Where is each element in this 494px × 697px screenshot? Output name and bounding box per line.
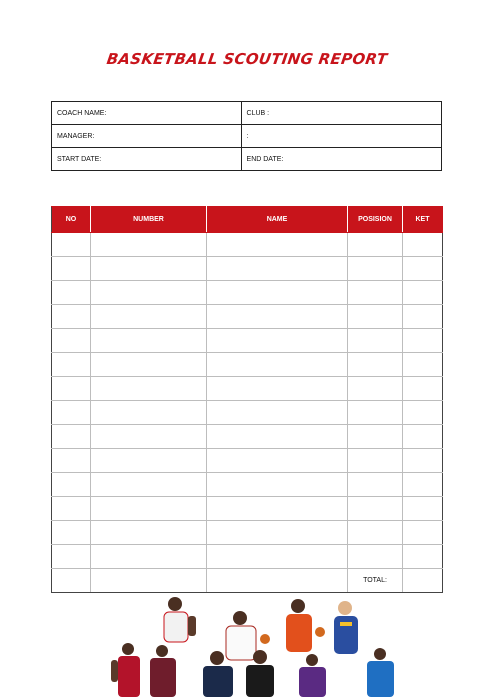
player-figure: [150, 645, 176, 697]
cell-posision[interactable]: [348, 401, 403, 425]
cell-number[interactable]: [91, 497, 207, 521]
cell-posision[interactable]: [348, 473, 403, 497]
report-title: BASKETBALL SCOUTING REPORT: [105, 50, 389, 68]
cell-no[interactable]: [52, 377, 91, 401]
cell-posision[interactable]: [348, 425, 403, 449]
player-figure: [299, 654, 326, 697]
table-row: [52, 545, 443, 569]
cell-ket[interactable]: [403, 449, 443, 473]
cell-posision[interactable]: [348, 305, 403, 329]
table-row: [52, 233, 443, 257]
table-row: [52, 377, 443, 401]
cell-ket[interactable]: [403, 545, 443, 569]
cell-name[interactable]: [207, 233, 348, 257]
cell-number[interactable]: [91, 569, 207, 593]
cell-posision[interactable]: [348, 545, 403, 569]
club-field[interactable]: CLUB :: [241, 102, 441, 125]
cell-name[interactable]: [207, 305, 348, 329]
cell-ket[interactable]: [403, 257, 443, 281]
cell-posision[interactable]: [348, 449, 403, 473]
cell-no[interactable]: [52, 425, 91, 449]
header-number: NUMBER: [91, 207, 207, 233]
cell-ket[interactable]: [403, 329, 443, 353]
header-name: NAME: [207, 207, 348, 233]
cell-number[interactable]: [91, 449, 207, 473]
player-figure: [111, 643, 140, 697]
cell-ket[interactable]: [403, 281, 443, 305]
cell-name[interactable]: [207, 377, 348, 401]
table-row: [52, 449, 443, 473]
roster-body: [52, 233, 443, 593]
cell-ket[interactable]: [403, 425, 443, 449]
cell-no[interactable]: [52, 545, 91, 569]
start-date-field[interactable]: START DATE:: [52, 148, 242, 171]
cell-number[interactable]: [91, 257, 207, 281]
cell-name[interactable]: [207, 401, 348, 425]
cell-posision[interactable]: [348, 257, 403, 281]
cell-number[interactable]: [91, 329, 207, 353]
cell-posision[interactable]: [348, 233, 403, 257]
cell-name[interactable]: [207, 569, 348, 593]
header-ket: KET: [403, 207, 443, 233]
table-row: [52, 497, 443, 521]
cell-number[interactable]: [91, 353, 207, 377]
table-row: [52, 353, 443, 377]
cell-no[interactable]: [52, 497, 91, 521]
cell-name[interactable]: [207, 449, 348, 473]
cell-ket[interactable]: [403, 353, 443, 377]
coach-name-field[interactable]: COACH NAME:: [52, 102, 242, 125]
player-figure: [367, 648, 394, 697]
cell-no[interactable]: [52, 281, 91, 305]
table-row: [52, 473, 443, 497]
cell-no[interactable]: [52, 449, 91, 473]
cell-no[interactable]: [52, 305, 91, 329]
table-row: [52, 329, 443, 353]
cell-no[interactable]: [52, 569, 91, 593]
cell-ket[interactable]: [403, 233, 443, 257]
cell-number[interactable]: [91, 281, 207, 305]
player-figure: [334, 601, 358, 654]
cell-ket[interactable]: [403, 377, 443, 401]
cell-name[interactable]: [207, 497, 348, 521]
cell-ket[interactable]: [403, 305, 443, 329]
cell-no[interactable]: [52, 233, 91, 257]
table-row: [52, 569, 443, 593]
basketball-players-illustration: [100, 596, 400, 697]
table-row: [52, 425, 443, 449]
manager-field[interactable]: MANAGER:: [52, 125, 242, 148]
info-table: [51, 101, 442, 171]
cell-no[interactable]: [52, 521, 91, 545]
roster-table: [51, 206, 443, 593]
cell-number[interactable]: [91, 377, 207, 401]
cell-ket[interactable]: [403, 521, 443, 545]
cell-no[interactable]: [52, 401, 91, 425]
player-figure: [164, 597, 196, 642]
cell-name[interactable]: [207, 545, 348, 569]
cell-number[interactable]: [91, 473, 207, 497]
cell-name[interactable]: [207, 425, 348, 449]
cell-no[interactable]: [52, 473, 91, 497]
table-row: [52, 257, 443, 281]
cell-number[interactable]: [91, 233, 207, 257]
cell-posision[interactable]: [348, 521, 403, 545]
cell-number[interactable]: [91, 401, 207, 425]
table-row: [52, 281, 443, 305]
header-no: NO: [52, 207, 91, 233]
cell-number[interactable]: [91, 425, 207, 449]
cell-posision[interactable]: [348, 329, 403, 353]
cell-no[interactable]: [52, 329, 91, 353]
cell-ket[interactable]: [403, 569, 443, 593]
end-date-field[interactable]: END DATE:: [241, 148, 441, 171]
cell-name[interactable]: [207, 329, 348, 353]
cell-name[interactable]: [207, 281, 348, 305]
cell-number[interactable]: [91, 521, 207, 545]
cell-ket[interactable]: [403, 473, 443, 497]
manager-right-field[interactable]: :: [241, 125, 441, 148]
player-figure: [286, 599, 325, 652]
cell-name[interactable]: [207, 473, 348, 497]
total-label: TOTAL:: [348, 569, 403, 593]
cell-name[interactable]: [207, 353, 348, 377]
cell-ket[interactable]: [403, 497, 443, 521]
cell-posision[interactable]: [348, 353, 403, 377]
cell-name[interactable]: [207, 521, 348, 545]
cell-no[interactable]: [52, 353, 91, 377]
cell-posision[interactable]: [348, 497, 403, 521]
cell-no[interactable]: [52, 257, 91, 281]
cell-number[interactable]: [91, 305, 207, 329]
header-posision: POSISION: [348, 207, 403, 233]
cell-name[interactable]: [207, 257, 348, 281]
cell-ket[interactable]: [403, 401, 443, 425]
table-row: [52, 521, 443, 545]
table-row: [52, 305, 443, 329]
cell-number[interactable]: [91, 545, 207, 569]
table-row: [52, 401, 443, 425]
cell-posision[interactable]: [348, 377, 403, 401]
cell-posision[interactable]: [348, 281, 403, 305]
